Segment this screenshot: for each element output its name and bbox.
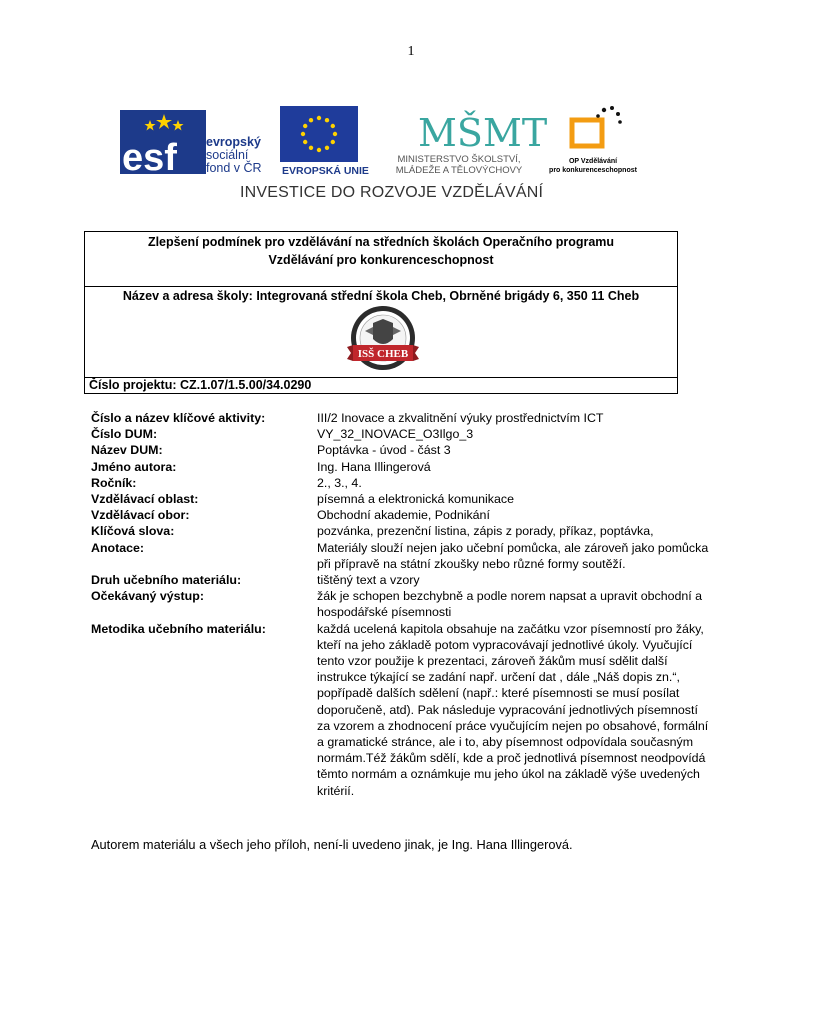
project-number: Číslo projektu: CZ.1.07/1.5.00/34.0290 [89, 378, 312, 392]
msmt-logo [418, 102, 548, 155]
metadata-value [317, 459, 741, 475]
school-seal [343, 305, 423, 377]
metadata-value [317, 475, 741, 491]
metadata-value-line: kteří na jeho základě potom vypracovávají jednotlivé úkoly. Vyučující [317, 637, 693, 652]
metadata-value [317, 588, 741, 620]
esf-line3: fond v ČR [206, 161, 262, 175]
metadata-value-line: těmto normám a oznámkuje mu jeho úkol na základě výše uvedených [317, 767, 700, 782]
metadata-key: Vzdělávací obor: [91, 508, 190, 523]
seal-text: ISŠ CHEB [357, 348, 409, 360]
school-address: Název a adresa školy: Integrovaná střední škola Cheb, Obrněné brigády 6, 350 11 Cheb [122, 289, 640, 303]
metadata-row [91, 523, 741, 539]
metadata-row [91, 459, 741, 475]
metadata-row [91, 621, 741, 799]
op-caption [538, 157, 648, 175]
metadata-value [317, 491, 741, 507]
metadata-value-line: při přípravě na státní zkoušky nebo různé formy soutěží. [317, 556, 626, 571]
metadata-key: Druh učebního materiálu: [91, 573, 242, 588]
metadata-value [317, 523, 741, 539]
metadata-value [317, 507, 741, 523]
metadata-value-line: doporučeně, atd). Pak následuje vypracování jednotlivých písemností [317, 702, 698, 717]
metadata-value-line: pozvánka, prezenční listina, zápis z porady, příkaz, poptávka, [317, 524, 654, 539]
metadata-value-line: normám.Též žákům sdělí, kde a proč jednotlivá písemnost neodpovídá [317, 751, 706, 766]
metadata-value-line: hospodářské písemnosti [317, 605, 452, 620]
op-logo [564, 104, 624, 156]
metadata-value-line: 2., 3., 4. [317, 475, 362, 490]
metadata-value-line: Ing. Hana Illingerová [317, 459, 431, 474]
metadata-value [317, 442, 741, 458]
metadata-value-line: a gramatické stránce, ale i to, aby písemnost odpovídala současným [317, 735, 694, 750]
metadata-value-line: každá ucelená kapitola obsahuje na začátku vzor písemností pro žáky, [317, 621, 704, 636]
metadata-value-line: žák je schopen bezchybně a podle norem napsat a upravit obchodní a [317, 589, 703, 604]
metadata-row [91, 540, 741, 572]
metadata-value-line: za vzorem a zhodnocení práce vyučujícím nejen po obsahové, formální [317, 718, 709, 733]
metadata-key: Anotace: [91, 540, 145, 555]
msmt-line2: MLÁDEŽE A TĚLOVÝCHOVY [395, 164, 523, 176]
metadata-row [91, 507, 741, 523]
metadata-table [91, 410, 741, 799]
metadata-value-line: popřípadě dalších sdělení (např.: které písemnosti se musí posílat [317, 686, 680, 701]
program-line1: Zlepšení podmínek pro vzdělávání na středních školách Operačního programu [147, 235, 615, 249]
eu-flag [280, 106, 358, 162]
metadata-value [317, 410, 741, 426]
page-number: 1 [407, 44, 415, 59]
metadata-row [91, 426, 741, 442]
eu-label: EVROPSKÁ UNIE [282, 165, 369, 177]
metadata-key: Metodika učebního materiálu: [91, 621, 266, 636]
esf-caption [206, 136, 262, 175]
metadata-row [91, 475, 741, 491]
metadata-row [91, 572, 741, 588]
metadata-key: Ročník: [91, 475, 137, 490]
metadata-key: Klíčová slova: [91, 524, 175, 539]
esf-line1: evropský [206, 135, 261, 149]
metadata-value [317, 572, 741, 588]
metadata-value-line: III/2 Inovace a zkvalitnění výuky prostřednictvím ICT [317, 411, 604, 425]
msmt-logo-text: MŠMT [418, 111, 548, 155]
metadata-key: Číslo DUM: [91, 427, 158, 442]
metadata-row [91, 588, 741, 620]
op-line2: pro konkurenceschopnost [549, 167, 637, 174]
metadata-value-line: Poptávka - úvod - část 3 [317, 443, 451, 458]
program-line2: Vzdělávání pro konkurenceschopnost [268, 253, 494, 267]
metadata-value-line: instrukce týkající se zadání např. určení dat , dále „Náš dopis zn.“, [317, 670, 680, 685]
metadata-value [317, 426, 741, 442]
metadata-value [317, 621, 741, 799]
program-row [85, 232, 677, 287]
banner-caption: INVESTICE DO ROZVOJE VZDĚLÁVÁNÍ [240, 184, 544, 201]
author-note: Autorem materiálu a všech jeho příloh, není-li uvedeno jinak, je Ing. Hana Illingerová. [91, 837, 573, 852]
metadata-value-line: VY_32_INOVACE_O3Ilgo_3 [317, 427, 474, 442]
metadata-value-line: písemná a elektronická komunikace [317, 492, 514, 507]
metadata-row [91, 410, 741, 426]
metadata-key: Číslo a název klíčové aktivity: [91, 411, 266, 425]
msmt-caption [379, 155, 539, 176]
metadata-key: Název DUM: [91, 443, 163, 458]
metadata-value-line: Obchodní akademie, Podnikání [317, 508, 490, 523]
metadata-key: Jméno autora: [91, 459, 177, 474]
op-line1: OP Vzdělávání [568, 158, 618, 165]
esf-logo-text: esf [122, 137, 177, 179]
esf-line2: sociální [206, 148, 249, 162]
metadata-key: Očekávaný výstup: [91, 589, 204, 604]
metadata-value [317, 540, 741, 572]
project-box [84, 231, 678, 394]
metadata-value-line: tento vzor použije k prezentaci, zároveň žákům musí sdělit další [317, 654, 668, 669]
metadata-key: Vzdělávací oblast: [91, 492, 199, 507]
metadata-row [91, 491, 741, 507]
metadata-value-line: tištěný text a vzory [317, 573, 420, 588]
msmt-line1: MINISTERSTVO ŠKOLSTVÍ, [397, 154, 521, 165]
metadata-value-line: kritérií. [317, 783, 355, 798]
metadata-value-line: Materiály slouží nejen jako učební pomůcka, ale zároveň jako pomůcka [317, 540, 709, 555]
metadata-row [91, 442, 741, 458]
